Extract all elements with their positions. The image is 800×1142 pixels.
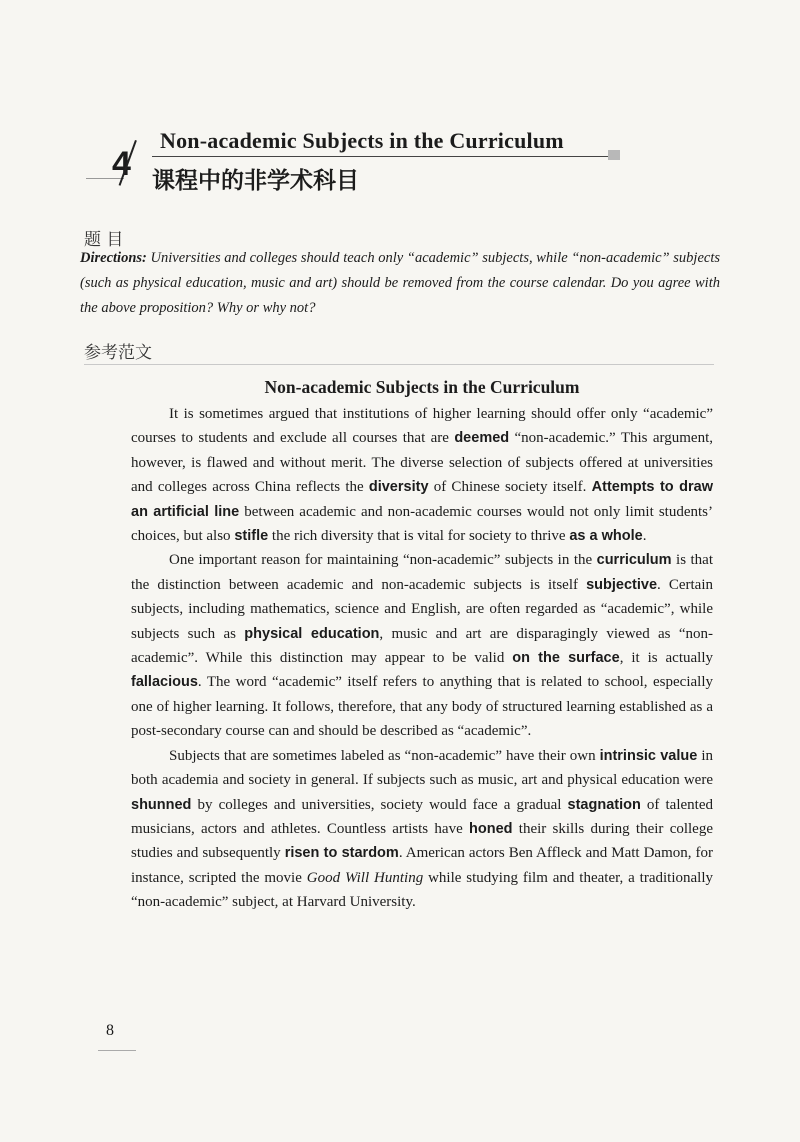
essay-text: . American actors Ben Affleck and Matt Damon, for instance, scripted the movie (131, 845, 713, 886)
essay-text: of Chinese society itself. (428, 479, 592, 496)
key-phrase: stagnation (567, 796, 641, 813)
key-phrase: shunned (131, 796, 192, 813)
key-phrase: Attempts to draw an artificial line (131, 479, 713, 520)
key-phrase: risen to stardom (284, 845, 399, 862)
key-phrase: physical education (244, 625, 380, 642)
essay-text: of talented musicians, actors and athletes. Countless artists have (131, 796, 713, 837)
key-phrase: deemed (454, 430, 510, 447)
essay-text: One important reason for maintaining “non-academic” subjects in the (169, 552, 597, 569)
essay-text: their skills during their college studies and subsequently (131, 820, 713, 862)
essay-title: Non-academic Subjects in the Curriculum (264, 377, 580, 397)
chapter-number: 4 (112, 145, 131, 183)
key-phrase: diversity (368, 479, 429, 496)
directions-body: Universities and colleges should teach only “academic” subjects, while “non-academic” subjects (such as physical education, music and art) should be removed from the course calendar. Do you agree with the above proposition? Why or why not? (80, 250, 720, 316)
page-number-rule (98, 1050, 136, 1051)
chapter-title-cn: 课程中的非学术科目 (152, 167, 359, 194)
essay-text: . (642, 528, 647, 545)
page-number: 8 (106, 1022, 114, 1039)
essay-text: in both academia and society in general. If subjects such as music, art and physical education were (131, 747, 713, 789)
key-phrase: intrinsic value (599, 747, 698, 764)
essay-text: . The word “academic” itself refers to anything that is related to school, especially one of higher learning. It follows, therefore, that any body of structured learning established as a post-secondary course can and should be described as “academic”. (131, 674, 713, 740)
essay-text: . Certain subjects, including mathematics, science and English, are often regarded as “academic”, while subjects such as (131, 576, 713, 642)
italic-title: Good Will Hunting (306, 869, 424, 886)
model-essay-section-label: 参考范文 (84, 343, 152, 363)
directions-label: Directions: (80, 250, 147, 266)
directions-text (80, 246, 720, 321)
essay-text: while studying film and theater, a traditionally “non-academic” subject, at Harvard University. (131, 869, 713, 911)
essay-text: “non-academic.” This argument, however, is flawed and without merit. The diverse selection of subjects offered at universities and colleges across China reflects the (131, 430, 713, 496)
essay-paragraph (131, 402, 713, 548)
key-phrase: subjective (586, 576, 658, 593)
essay-text: It is sometimes argued that institutions of higher learning should offer only “academic” courses to students and exclude all courses that are (131, 406, 713, 447)
essay-text: , music and art are disparagingly viewed as “non-academic”. While this distinction may appear to be valid (131, 625, 713, 667)
essay-text: , it is actually (619, 650, 713, 667)
key-phrase: honed (469, 820, 513, 837)
key-phrase: on the surface (512, 650, 620, 667)
title-rule (152, 156, 610, 157)
key-phrase: stifle (234, 528, 269, 545)
model-essay-rule (84, 364, 714, 365)
title-rule-cap (608, 150, 620, 160)
key-phrase: curriculum (596, 552, 672, 569)
essay-paragraph (131, 548, 713, 743)
essay-text: between academic and non-academic courses would not only limit students’ choices, but also (131, 503, 713, 545)
essay-text: by colleges and universities, society would face a gradual (191, 796, 568, 813)
chapter-title-en: Non-academic Subjects in the Curriculum (160, 128, 564, 153)
essay-text: Subjects that are sometimes labeled as “non-academic” have their own (169, 747, 600, 764)
essay-text: the rich diversity that is vital for society to thrive (268, 528, 570, 545)
key-phrase: as a whole (569, 528, 643, 545)
prompt-section-label: 题 目 (84, 230, 124, 250)
key-phrase: fallacious (131, 674, 198, 691)
essay-paragraph (131, 744, 713, 915)
essay-text: is that the distinction between academic and non-academic subjects is itself (131, 552, 714, 593)
essay-body (131, 402, 713, 915)
